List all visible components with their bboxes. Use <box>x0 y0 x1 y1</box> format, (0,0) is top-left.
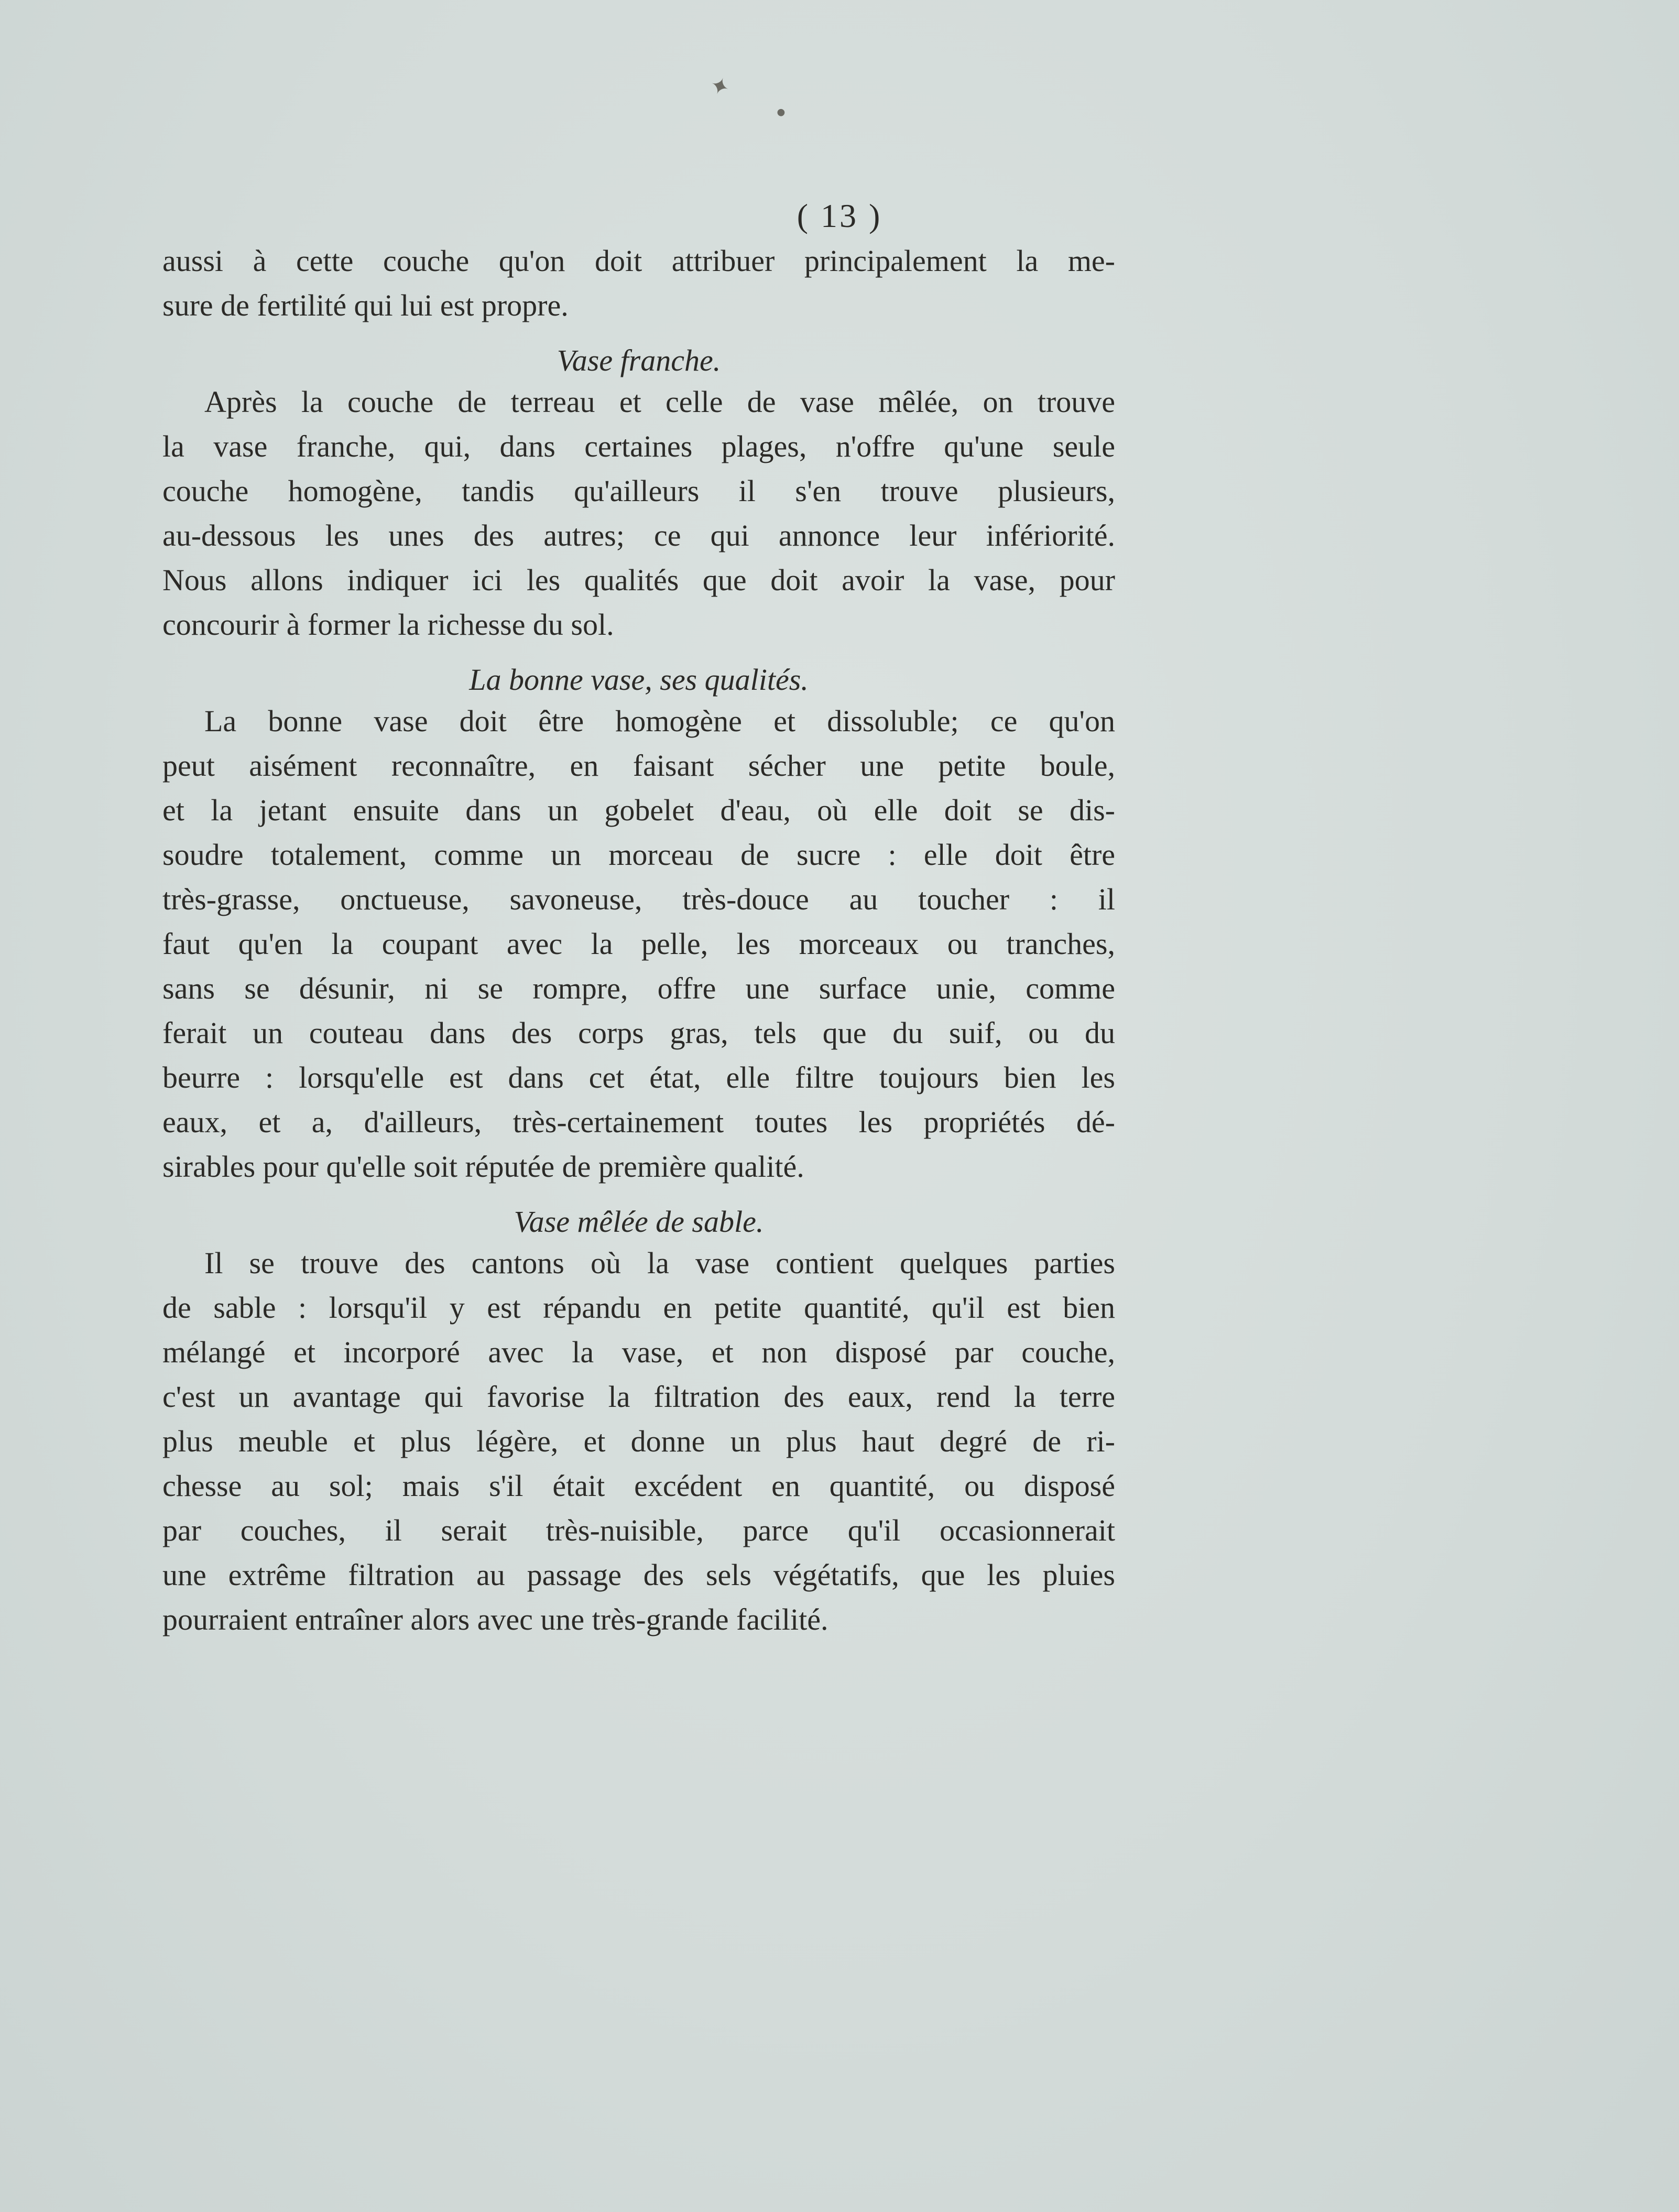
text-line: aussi à cette couche qu'on doit attribuer principalement la me- <box>162 244 1115 278</box>
section-heading: Vase franche. <box>557 343 721 377</box>
section-heading: Vase mêlée de sable. <box>514 1205 764 1239</box>
text-line: soudre totalement, comme un morceau de sucre : elle doit être <box>162 838 1115 872</box>
text-line: de sable : lorsqu'il y est répandu en petite quantité, qu'il est bien <box>162 1291 1115 1325</box>
text-line: concourir à former la richesse du sol. <box>162 608 614 642</box>
text-line: eaux, et a, d'ailleurs, très-certainement toutes les propriétés dé- <box>162 1105 1115 1139</box>
text-line: Il se trouve des cantons où la vase contient quelques parties <box>204 1246 1115 1280</box>
text-line: chesse au sol; mais s'il était excédent en quantité, ou disposé <box>162 1469 1115 1503</box>
page-number: ( 13 ) <box>797 197 882 234</box>
text-line: c'est un avantage qui favorise la filtration des eaux, rend la terre <box>162 1380 1115 1414</box>
text-line: au-dessous les unes des autres; ce qui annonce leur infériorité. <box>162 518 1115 552</box>
text-line: pourraient entraîner alors avec une très-grande facilité. <box>162 1602 828 1636</box>
text-line: une extrême filtration au passage des sels végétatifs, que les pluies <box>162 1558 1115 1592</box>
text-line: la vase franche, qui, dans certaines plages, n'offre qu'une seule <box>162 429 1115 463</box>
ink-mark: ✦ <box>706 71 734 102</box>
ink-mark: ● <box>771 101 790 123</box>
text-line: et la jetant ensuite dans un gobelet d'eau, où elle doit se dis- <box>162 793 1115 827</box>
text-line: par couches, il serait très-nuisible, parce qu'il occasionnerait <box>162 1513 1115 1547</box>
text-line: sans se désunir, ni se rompre, offre une surface unie, comme <box>162 971 1115 1005</box>
section-heading: La bonne vase, ses qualités. <box>469 663 809 697</box>
text-line: La bonne vase doit être homogène et dissoluble; ce qu'on <box>204 704 1115 738</box>
text-line: peut aisément reconnaître, en faisant sécher une petite boule, <box>162 749 1115 783</box>
text-line: plus meuble et plus légère, et donne un plus haut degré de ri- <box>162 1424 1115 1458</box>
text-line: Après la couche de terreau et celle de vase mêlée, on trouve <box>204 385 1115 419</box>
text-line: faut qu'en la coupant avec la pelle, les morceaux ou tranches, <box>162 927 1115 961</box>
text-line: très-grasse, onctueuse, savoneuse, très-douce au toucher : il <box>162 882 1115 916</box>
text-line: sure de fertilité qui lui est propre. <box>162 288 569 322</box>
text-line: ferait un couteau dans des corps gras, tels que du suif, ou du <box>162 1016 1115 1050</box>
text-line: couche homogène, tandis qu'ailleurs il s'en trouve plusieurs, <box>162 474 1115 508</box>
body-text <box>162 238 1115 1642</box>
text-line: sirables pour qu'elle soit réputée de première qualité. <box>162 1150 804 1184</box>
text-line: Nous allons indiquer ici les qualités que doit avoir la vase, pour <box>162 563 1115 597</box>
text-line: mélangé et incorporé avec la vase, et non disposé par couche, <box>162 1335 1115 1369</box>
text-line: beurre : lorsqu'elle est dans cet état, elle filtre toujours bien les <box>162 1060 1115 1094</box>
